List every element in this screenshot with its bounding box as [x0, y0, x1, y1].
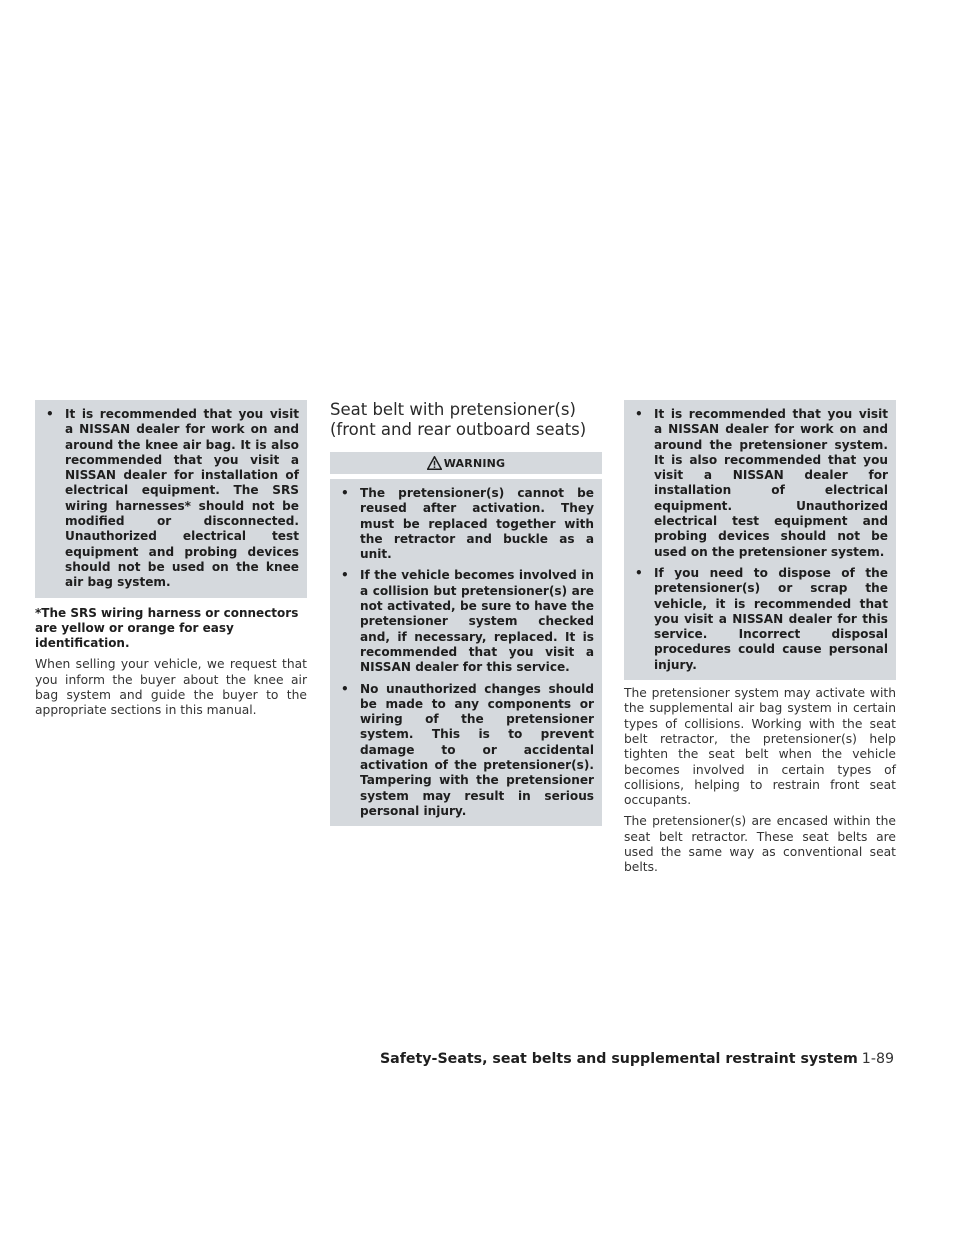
warning-item [632, 566, 888, 673]
left-column [35, 400, 307, 719]
page-number: 1-89 [861, 1051, 894, 1067]
warning-item-text: If the vehicle becomes involved in a collision but pretensioner(s) are not activated, be sure to have the pretensioner system checked and, if necessary, replaced. It is recommended that you visit a NISSAN dealer for this service. [360, 568, 594, 675]
warning-item [338, 486, 594, 562]
chapter-title: Safety-Seats, seat belts and supplemental restraint system [379, 1051, 858, 1067]
warning-item [338, 682, 594, 820]
wiring-footnote: *The SRS wiring harness or connectors are yellow or orange for easy identification. [35, 605, 299, 651]
right-column [624, 400, 896, 876]
section-title-line1: Seat belt with pretensioner(s) [330, 400, 576, 419]
section-title [330, 400, 602, 440]
warning-label: WARNING [443, 456, 506, 470]
section-title-line2: (front and rear outboard seats) [330, 420, 587, 439]
bullet: • [341, 681, 349, 696]
bullet: • [341, 486, 349, 500]
pretensioner-service-warning-box [624, 400, 896, 680]
bullet: • [635, 407, 643, 421]
page-footer [380, 1051, 894, 1067]
knee-airbag-warning-box [35, 400, 307, 598]
pretensioner-warning-box [330, 479, 602, 826]
warning-triangle-icon [427, 456, 442, 470]
body-paragraph: When selling your vehicle, we request that you inform the buyer about the knee air bag system and guide the buyer to the appropriate sections in this manual. [35, 657, 307, 718]
body-paragraph: The pretensioner(s) are encased within the seat belt retractor. These seat belts are used the same way as conventional seat belts. [624, 814, 896, 875]
warning-item-text: No unauthorized changes should be made to any components or wiring of the pretensioner system. This is to prevent damage to or accidental activation of the pretensioner(s). Tampering with the pretensioner system may result in serious personal injury. [360, 681, 594, 818]
warning-header [330, 452, 602, 474]
warning-item-text: If you need to dispose of the pretensioner(s) or scrap the vehicle, it is recommended that you visit a NISSAN dealer for this service. Incorrect disposal procedures could cause personal injury. [654, 565, 888, 672]
bullet: • [46, 407, 54, 421]
body-paragraph: The pretensioner system may activate with the supplemental air bag system in certain types of collisions. Working with the seat belt retractor, the pretensioner(s) help tighten the seat belt when the vehicle becomes involved in certain types of collisions, helping to restrain front seat occupants. [624, 686, 896, 808]
warning-item-text: It is recommended that you visit a NISSAN dealer for work on and around the knee air bag. It is also recommended that you visit a NISSAN dealer for installation of electrical equipment. The SRS wiring harnesses* should not be modified or disconnected. Unauthorized electrical test equipment and probing devices should not be used on the knee air bag system. [65, 407, 299, 590]
middle-column [330, 400, 602, 826]
warning-item [338, 568, 594, 675]
warning-item [632, 407, 888, 560]
warning-item [43, 407, 299, 591]
warning-item-text: It is recommended that you visit a NISSAN dealer for work on and around the pretensioner system. It is also recommended that you visit a NISSAN dealer for installation of electrical equipment. Unauthorized electrical test equipment and probing devices should not be used on the pretensioner system. [654, 407, 888, 559]
bullet: • [635, 565, 643, 580]
warning-item-text: The pretensioner(s) cannot be reused after activation. They must be replaced together with the retractor and buckle as a unit. [360, 486, 594, 562]
bullet: • [341, 568, 349, 583]
